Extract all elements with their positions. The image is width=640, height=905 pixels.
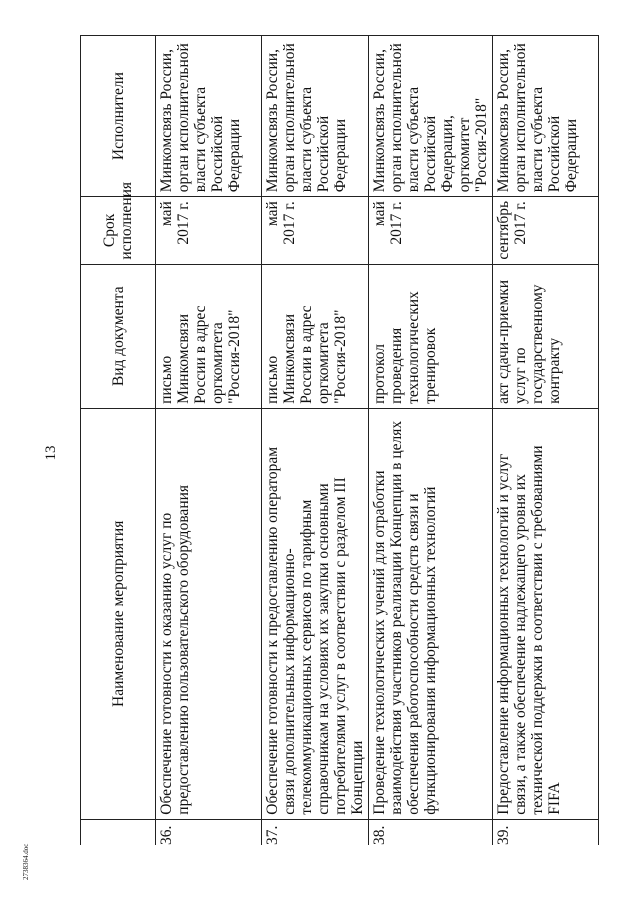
row-name: Обеспечение готовности к оказанию услуг по предоставлению пользовательского оборудования	[156, 408, 262, 819]
row-executors: Минкомсвязь России, орган исполнительной власти субъекта Российской Федерации	[262, 36, 369, 197]
table-row	[156, 36, 262, 846]
row-executors: Минкомсвязь России, орган исполнительной власти субъекта Российской Федерации	[493, 36, 599, 197]
row-document: протокол проведения технологических тренировок	[369, 264, 493, 408]
activities-table	[80, 35, 599, 845]
row-executors: Минкомсвязь России, орган исполнительной власти субъекта Российской Федерации	[156, 36, 262, 197]
row-term: май 2017 г.	[262, 197, 369, 264]
row-name: Проведение технологических учений для отработки взаимодействия участников реализации Концепции в целях обеспечения работоспособности средств связи и функционирования информационных технологий	[369, 408, 493, 819]
row-document: письмо Минкомсвязи России в адрес оргкомитета "Россия-2018"	[156, 264, 262, 408]
rotated-table	[80, 35, 585, 845]
row-number: 36.	[156, 819, 262, 845]
page-number: 13	[43, 445, 59, 461]
row-number: 38.	[369, 819, 493, 845]
table-row	[493, 36, 599, 846]
row-executors: Минкомсвязь России, орган исполнительной власти субъекта Российской Федерации, оргкомитет "Россия-2018"	[369, 36, 493, 197]
row-name: Обеспечение готовности к предоставлению операторам связи дополнительных информационно-телекоммуникационных сервисов по тарифным справочникам на условиях их закупки основными потребителями услуг в соответствии с разделом III Концепции	[262, 408, 369, 819]
footer-code: 2738364.doc	[22, 843, 30, 880]
table-row	[369, 36, 493, 846]
row-term: сентябрь 2017 г.	[493, 197, 599, 264]
row-document: акт сдачи-приемки услуг по государственному контракту	[493, 264, 599, 408]
row-document: письмо Минкомсвязи России в адрес оргкомитета "Россия-2018"	[262, 264, 369, 408]
header-term: Срок исполнения	[81, 197, 156, 264]
header-name: Наименование мероприятия	[81, 408, 156, 819]
row-term: май 2017 г.	[369, 197, 493, 264]
header-number	[81, 819, 156, 845]
table-stage	[80, 35, 585, 845]
row-term: май 2017 г.	[156, 197, 262, 264]
header-executors: Исполнители	[81, 36, 156, 197]
row-name: Предоставление информационных технологий и услуг связи, а также обеспечение надлежащего уровня их технической поддержки в соответствии с требованиями FIFA	[493, 408, 599, 819]
header-document: Вид документа	[81, 264, 156, 408]
row-number: 37.	[262, 819, 369, 845]
row-number: 39.	[493, 819, 599, 845]
table-row	[262, 36, 369, 846]
table-header-row	[81, 36, 156, 846]
